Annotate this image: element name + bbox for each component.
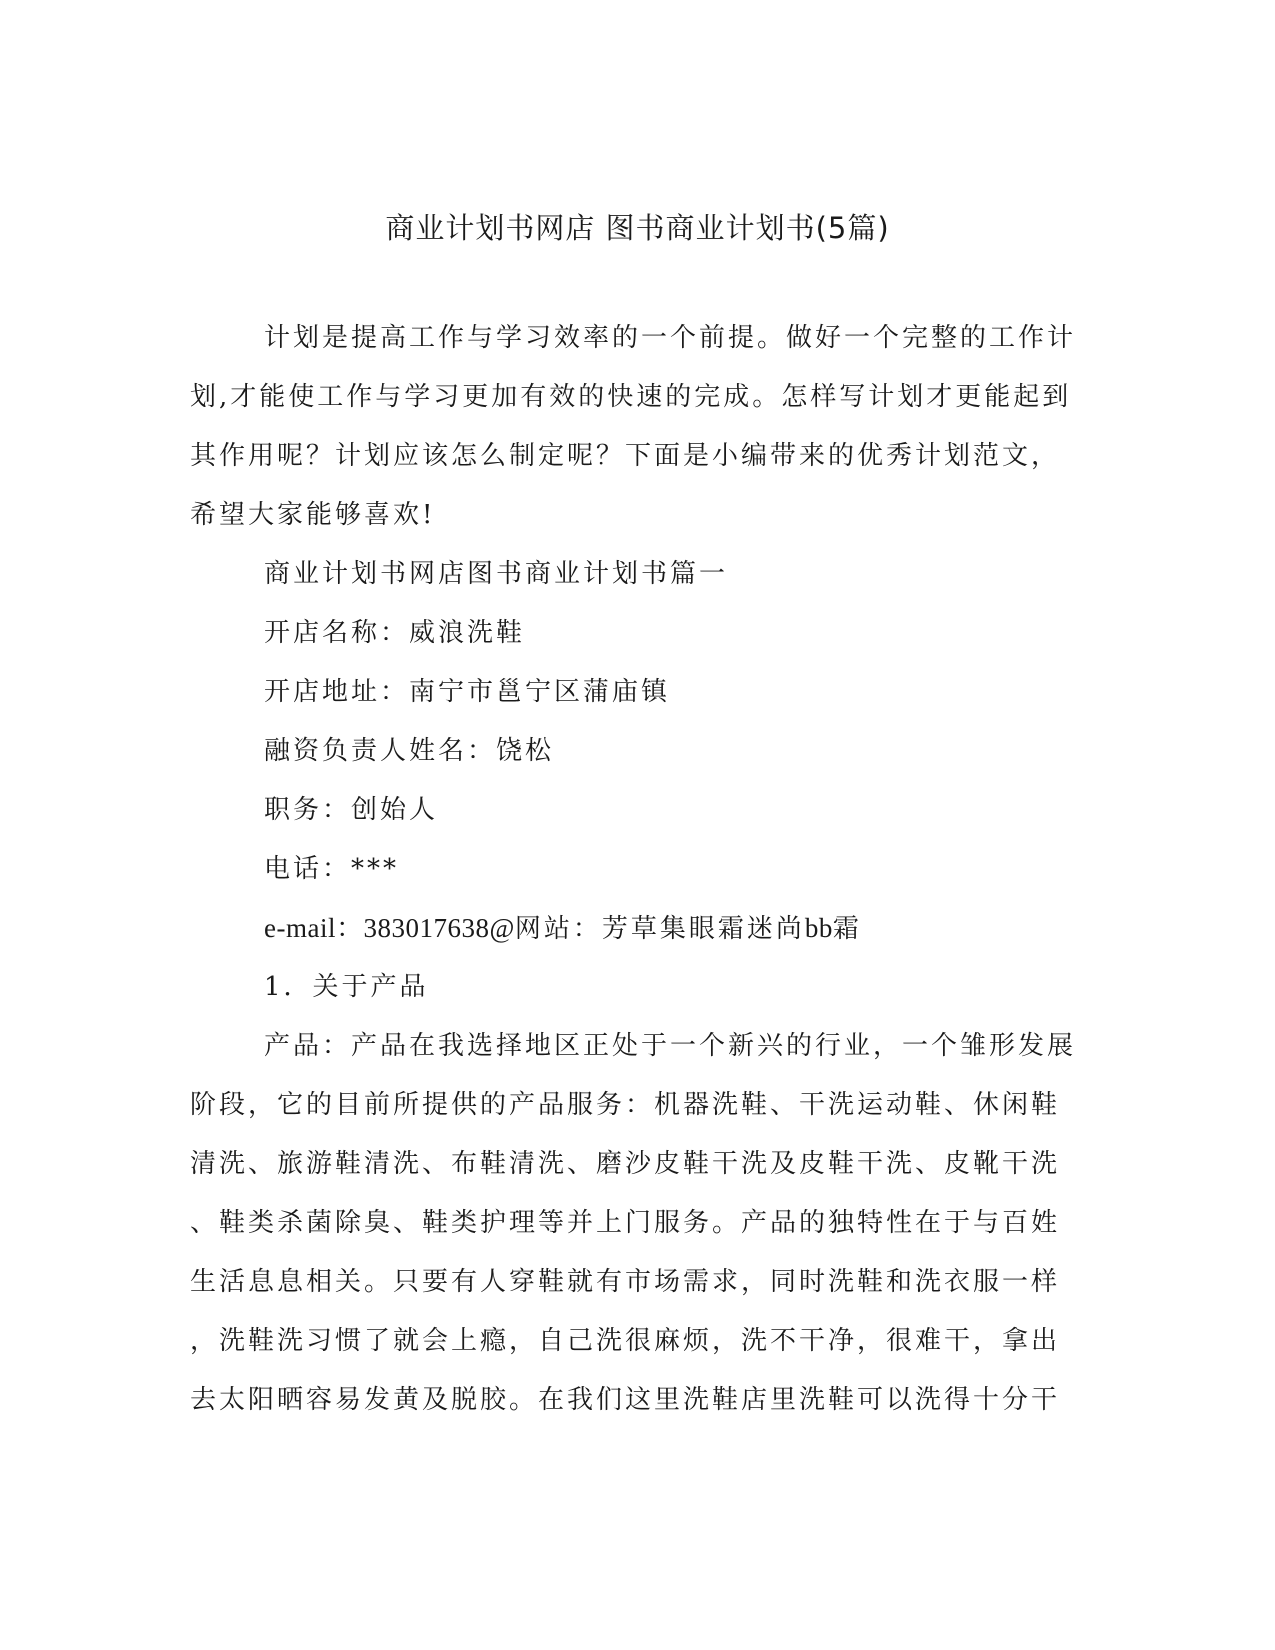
phone-line: 电话：*** — [264, 854, 400, 884]
website-end-text: 霜 — [832, 914, 862, 944]
product-line-4: 、鞋类杀菌除臭、鞋类护理等并上门服务。产品的独特性在于与百姓 — [190, 1208, 1061, 1238]
section-heading: 商业计划书网店图书商业计划书篇一 — [264, 559, 729, 589]
intro-line-2: 划,才能使工作与学习更加有效的快速的完成。怎样写计划才更能起到 — [190, 382, 1072, 412]
intro-line-3: 其作用呢？计划应该怎么制定呢？下面是小编带来的优秀计划范文， — [190, 441, 1061, 471]
shop-address-line: 开店地址：南宁市邕宁区蒲庙镇 — [264, 677, 671, 707]
intro-line-1: 计划是提高工作与学习效率的一个前提。做好一个完整的工作计 — [264, 323, 1077, 353]
item-heading: 1．关于产品 — [264, 972, 429, 1002]
email-website-line — [264, 908, 862, 949]
document-title: 商业计划书网店 图书商业计划书(5篇) — [385, 211, 890, 245]
email-text: e-mail：383017638@ — [264, 913, 515, 943]
product-line-3: 清洗、旅游鞋清洗、布鞋清洗、磨沙皮鞋干洗及皮鞋干洗、皮靴干洗 — [190, 1149, 1061, 1179]
product-line-5: 生活息息相关。只要有人穿鞋就有市场需求，同时洗鞋和洗衣服一样 — [190, 1267, 1061, 1297]
product-line-7: 去太阳晒容易发黄及脱胶。在我们这里洗鞋店里洗鞋可以洗得十分干 — [190, 1385, 1061, 1415]
product-line-2: 阶段，它的目前所提供的产品服务：机器洗鞋、干洗运动鞋、休闲鞋 — [190, 1090, 1061, 1120]
product-line-6: ，洗鞋洗习惯了就会上瘾，自己洗很麻烦，洗不干净，很难干，拿出 — [190, 1326, 1061, 1356]
product-line-1: 产品：产品在我选择地区正处于一个新兴的行业，一个雏形发展 — [264, 1031, 1077, 1061]
finance-person-line: 融资负责人姓名：饶松 — [264, 736, 555, 766]
website-text: 网站：芳草集眼霜迷尚 — [514, 914, 805, 944]
intro-line-4: 希望大家能够喜欢! — [190, 500, 436, 530]
position-line: 职务：创始人 — [264, 795, 439, 825]
shop-name-line: 开店名称：威浪洗鞋 — [264, 618, 526, 648]
website-latin-text: bb — [804, 913, 833, 943]
